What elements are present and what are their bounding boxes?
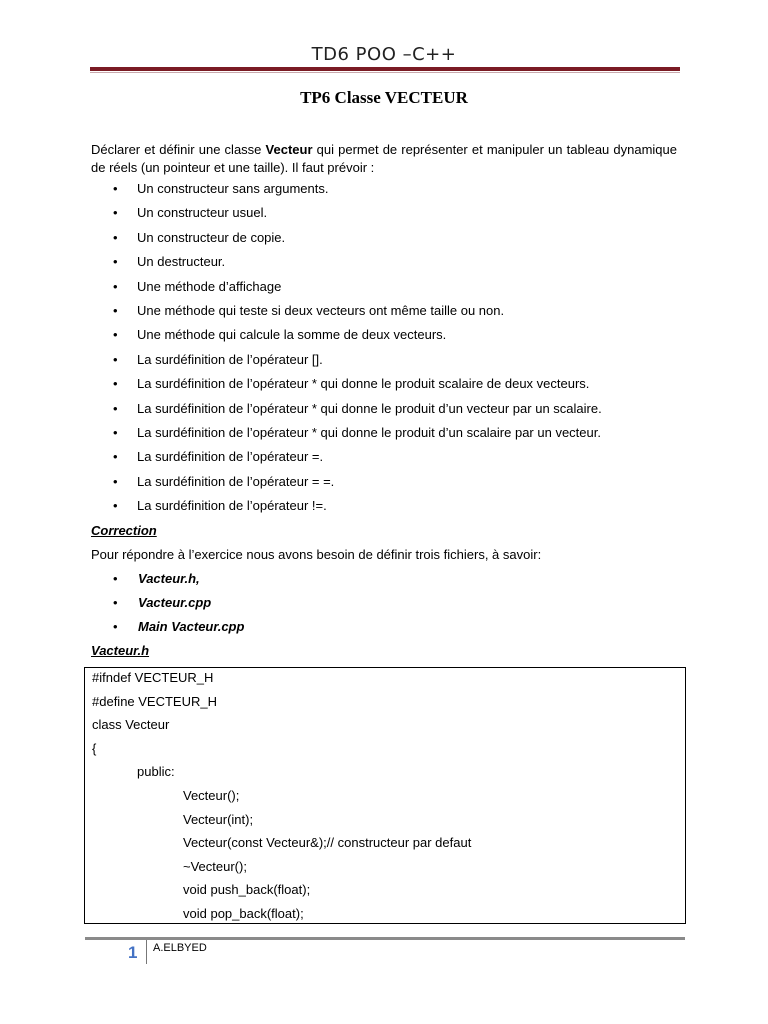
code-line: void push_back(float);: [183, 882, 311, 898]
correction-paragraph: Pour répondre à l’exercice nous avons besoin de définir trois fichiers, à savoir:: [91, 547, 542, 562]
requirement-text: Un constructeur sans arguments.: [137, 181, 329, 196]
bullet-icon: •: [113, 181, 118, 196]
code-heading: Vacteur.h: [91, 643, 150, 658]
bullet-icon: •: [113, 619, 118, 634]
bullet-icon: •: [113, 327, 118, 343]
code-line: Vecteur();: [183, 788, 240, 803]
code-line: public:: [137, 764, 175, 780]
code-line: {: [92, 740, 97, 756]
page-header-title: TD6 POO –C++: [311, 44, 457, 65]
bullet-icon: •: [113, 303, 118, 318]
requirement-text: Un constructeur de copie.: [137, 229, 286, 245]
page-number: 1: [128, 943, 138, 962]
requirement-text: La surdéfinition de l’opérateur =.: [137, 449, 324, 465]
requirement-text: La surdéfinition de l’opérateur = =.: [137, 473, 335, 489]
requirement-text: La surdéfinition de l’opérateur [].: [137, 351, 323, 367]
document-title: TP6 Classe VECTEUR: [300, 88, 468, 107]
footer-author: A.ELBYED: [153, 942, 207, 954]
requirement-text: Un constructeur usuel.: [137, 205, 268, 221]
code-block: [84, 667, 686, 924]
bullet-icon: •: [113, 473, 118, 489]
code-line: void pop_back(float);: [183, 906, 304, 921]
bullet-icon: •: [113, 376, 118, 392]
bullet-icon: •: [113, 595, 118, 610]
file-name: Vacteur.h,: [138, 571, 200, 586]
header-rule-thin: [90, 72, 680, 73]
requirement-text: Un destructeur.: [137, 254, 226, 270]
requirement-text: La surdéfinition de l’opérateur * qui donne le produit scalaire de deux vecteurs.: [137, 376, 590, 392]
bullet-icon: •: [113, 425, 118, 440]
footer-separator: [146, 940, 147, 964]
intro-paragraph: [91, 141, 677, 177]
bullet-icon: •: [113, 498, 118, 514]
bullet-icon: •: [113, 400, 118, 416]
requirement-text: Une méthode d’affichage: [137, 278, 282, 294]
correction-heading: Correction: [91, 523, 157, 538]
code-line: Vecteur(int);: [183, 811, 254, 827]
code-line: Vecteur(const Vecteur&);// constructeur par defaut: [183, 835, 472, 851]
bullet-icon: •: [113, 254, 118, 270]
intro-text-end: qui permet de représenter et manipuler un tableau dynamique de réels (un pointeur et une taille). Il faut prévoir :: [91, 142, 677, 175]
requirement-text: La surdéfinition de l’opérateur * qui donne le produit d’un scalaire par un vecteur.: [137, 425, 601, 440]
requirement-text: La surdéfinition de l’opérateur !=.: [137, 498, 327, 514]
requirement-text: Une méthode qui teste si deux vecteurs ont même taille ou non.: [137, 303, 505, 318]
code-line: #ifndef VECTEUR_H: [92, 670, 214, 685]
code-line: #define VECTEUR_H: [92, 693, 217, 709]
bullet-icon: •: [113, 571, 118, 586]
intro-class-name: Vecteur: [265, 142, 313, 157]
bullet-icon: •: [113, 229, 118, 245]
code-line: class Vecteur: [92, 717, 170, 733]
file-name: Main Vacteur.cpp: [138, 619, 245, 634]
header-rule: [90, 67, 680, 71]
bullet-icon: •: [113, 278, 118, 294]
file-name: Vacteur.cpp: [138, 595, 212, 610]
bullet-icon: •: [113, 351, 118, 367]
requirement-text: Une méthode qui calcule la somme de deux vecteurs.: [137, 327, 447, 343]
code-line: ~Vecteur();: [183, 858, 247, 874]
requirement-text: La surdéfinition de l’opérateur * qui donne le produit d’un vecteur par un scalaire.: [137, 400, 602, 416]
intro-text-start: Déclarer et définir une classe: [91, 142, 266, 157]
bullet-icon: •: [113, 205, 118, 221]
footer-rule: [85, 937, 685, 940]
bullet-icon: •: [113, 449, 118, 465]
